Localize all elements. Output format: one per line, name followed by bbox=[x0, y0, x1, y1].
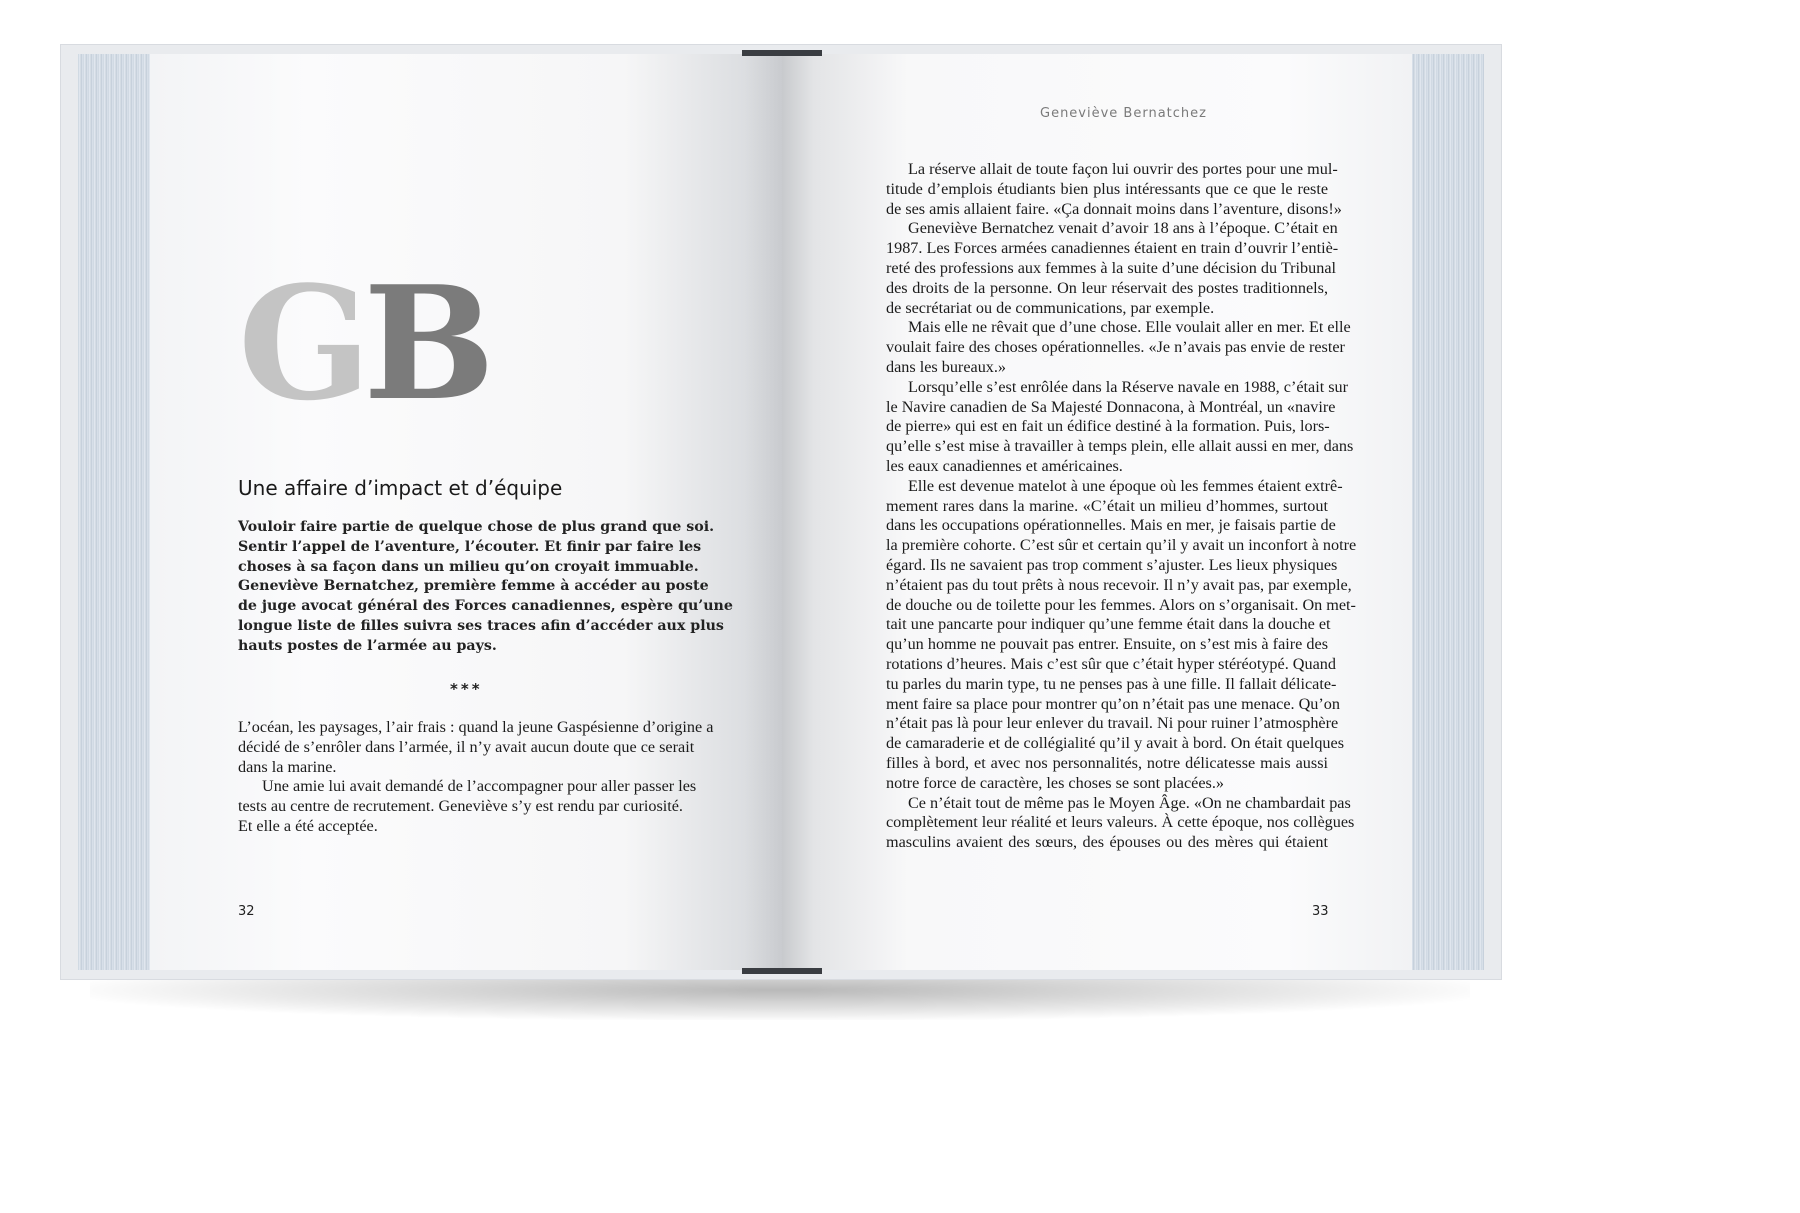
body-line: Lorsqu’elle s’est enrôlée dans la Réserve navale en 1988, c’était sur bbox=[908, 377, 1349, 396]
body-line: dans les bureaux.» bbox=[886, 357, 1007, 376]
chapter-intro bbox=[238, 518, 733, 657]
intro-line: de juge avocat général des Forces canadiennes, espère qu’une bbox=[238, 598, 733, 615]
body-line: Et elle a été acceptée. bbox=[238, 816, 378, 835]
body-line: mement rares dans la marine. «C’était un milieu d’hommes, surtout bbox=[886, 496, 1328, 515]
body-line: le Navire canadien de Sa Majesté Donnacona, à Montréal, un «navire bbox=[886, 397, 1336, 416]
body-line: de douche ou de toilette pour les femmes. Alors on s’organisait. On met- bbox=[886, 595, 1356, 614]
body-line: dans la marine. bbox=[238, 757, 337, 776]
body-line: égard. Ils ne savaient pas trop comment s’ajuster. Les lieux physiques bbox=[886, 555, 1338, 574]
body-line: Ce n’était tout de même pas le Moyen Âge. «On ne chambardait pas bbox=[908, 793, 1351, 812]
intro-line: Vouloir faire partie de quelque chose de plus grand que soi. bbox=[238, 519, 715, 535]
body-line: Une amie lui avait demandé de l’accompagner pour aller passer les bbox=[262, 777, 697, 796]
body-line: décidé de s’enrôler dans l’armée, il n’y avait aucun doute que ce serait bbox=[238, 737, 695, 756]
body-line: la première cohorte. C’est sûr et certain qu’il y avait un inconfort à notre bbox=[886, 536, 1357, 555]
page-number-right: 33 bbox=[1312, 904, 1329, 919]
body-line: reté des professions aux femmes à la suite d’une décision du Tribunal bbox=[886, 258, 1337, 277]
chapter-monogram bbox=[238, 252, 488, 435]
body-line: notre force de caractère, les choses se sont placées.» bbox=[886, 773, 1224, 792]
right-body-text bbox=[886, 160, 1357, 853]
body-line: de pierre» qui est en fait un édifice destiné à la formation. Puis, lors- bbox=[886, 417, 1330, 436]
body-line: Elle est devenue matelot à une époque où les femmes étaient extrê- bbox=[908, 476, 1343, 495]
right-page bbox=[782, 54, 1412, 970]
body-line: n’était pas là pour leur enlever du travail. Ni pour ruiner l’atmosphère bbox=[886, 714, 1339, 733]
body-line: La réserve allait de toute façon lui ouvrir des portes pour une mul- bbox=[908, 160, 1338, 178]
page-edges-right bbox=[1412, 54, 1484, 970]
intro-line: choses à sa façon dans un milieu qu’on croyait immuable. bbox=[238, 558, 699, 575]
intro-line: hauts postes de l’armée au pays. bbox=[238, 637, 497, 654]
body-line: qu’elle s’est mise à travailler à temps plein, elle allait aussi en mer, dans bbox=[886, 437, 1354, 456]
left-body-text bbox=[238, 718, 714, 837]
monogram-letter-b: B bbox=[363, 252, 488, 435]
body-line: qu’un homme ne pouvait pas entrer. Ensuite, on s’est mis à faire des bbox=[886, 635, 1328, 654]
intro-line: longue liste de filles suivra ses traces afin d’accéder aux plus bbox=[238, 617, 724, 634]
page-number-left: 32 bbox=[238, 904, 255, 919]
running-head-text: Geneviève Bernatchez bbox=[1040, 106, 1207, 121]
section-separator: *** bbox=[450, 680, 483, 698]
spine-headband-bottom bbox=[742, 968, 822, 974]
body-line: Geneviève Bernatchez venait d’avoir 18 ans à l’époque. C’était en bbox=[908, 219, 1338, 238]
body-line: de camaraderie et de collégialité qu’il y avait à bord. On était quelques bbox=[886, 734, 1345, 753]
body-line: voulait faire des choses opérationnelles. «Je n’avais pas envie de rester bbox=[886, 338, 1345, 357]
body-line: filles à bord, et avec nos personnalités, notre délicatesse mais aussi bbox=[886, 753, 1328, 772]
body-line: masculins avaient des sœurs, des épouses ou des mères qui étaient bbox=[886, 833, 1328, 852]
body-line: rotations d’heures. Mais c’est sûr que c’était hyper stéréotypé. Quand bbox=[886, 654, 1336, 673]
body-line: n’étaient pas du tout prêts à nous recevoir. Il n’y avait pas, par exemple, bbox=[886, 575, 1352, 594]
body-line: ment faire sa place pour montrer qu’on n’était pas une menace. Qu’on bbox=[886, 694, 1340, 713]
body-line: titude d’emplois étudiants bien plus intéressants que ce que le reste bbox=[886, 179, 1328, 198]
body-line: les eaux canadiennes et américaines. bbox=[886, 456, 1123, 475]
running-head bbox=[1040, 106, 1207, 121]
body-line: dans les occupations opérationnelles. Mais en mer, je faisais partie de bbox=[886, 516, 1336, 535]
spine-headband-top bbox=[742, 50, 822, 56]
body-line: 1987. Les Forces armées canadiennes étaient en train d’ouvrir l’entiè- bbox=[886, 239, 1339, 258]
body-line: L’océan, les paysages, l’air frais : quand la jeune Gaspésienne d’origine a bbox=[238, 718, 714, 736]
body-line: tests au centre de recrutement. Geneviève s’y est rendu par curiosité. bbox=[238, 797, 683, 816]
body-line: tu parles du marin type, tu ne penses pas à une fille. Il fallait délicate- bbox=[886, 674, 1337, 693]
body-line: de ses amis allaient faire. «Ça donnait moins dans l’aventure, disons!» bbox=[886, 199, 1342, 218]
chapter-title: Une affaire d’impact et d’équipe bbox=[238, 476, 563, 500]
monogram-letter-g: G bbox=[238, 252, 364, 435]
page-edges-left bbox=[78, 54, 150, 970]
body-line: tait une pancarte pour indiquer qu’une femme était dans la douche et bbox=[886, 615, 1331, 634]
body-line: des droits de la personne. On leur réservait des postes traditionnels, bbox=[886, 278, 1328, 297]
left-page bbox=[150, 54, 782, 970]
intro-line: Sentir l’appel de l’aventure, l’écouter. Et finir par faire les bbox=[238, 538, 702, 555]
body-line: Mais elle ne rêvait que d’une chose. Elle voulait aller en mer. Et elle bbox=[908, 318, 1351, 337]
intro-line: Geneviève Bernatchez, première femme à accéder au poste bbox=[238, 578, 709, 595]
body-line: complètement leur réalité et leurs valeurs. À cette époque, nos collègues bbox=[886, 813, 1355, 832]
body-line: de secrétariat ou de communications, par exemple. bbox=[886, 298, 1215, 317]
